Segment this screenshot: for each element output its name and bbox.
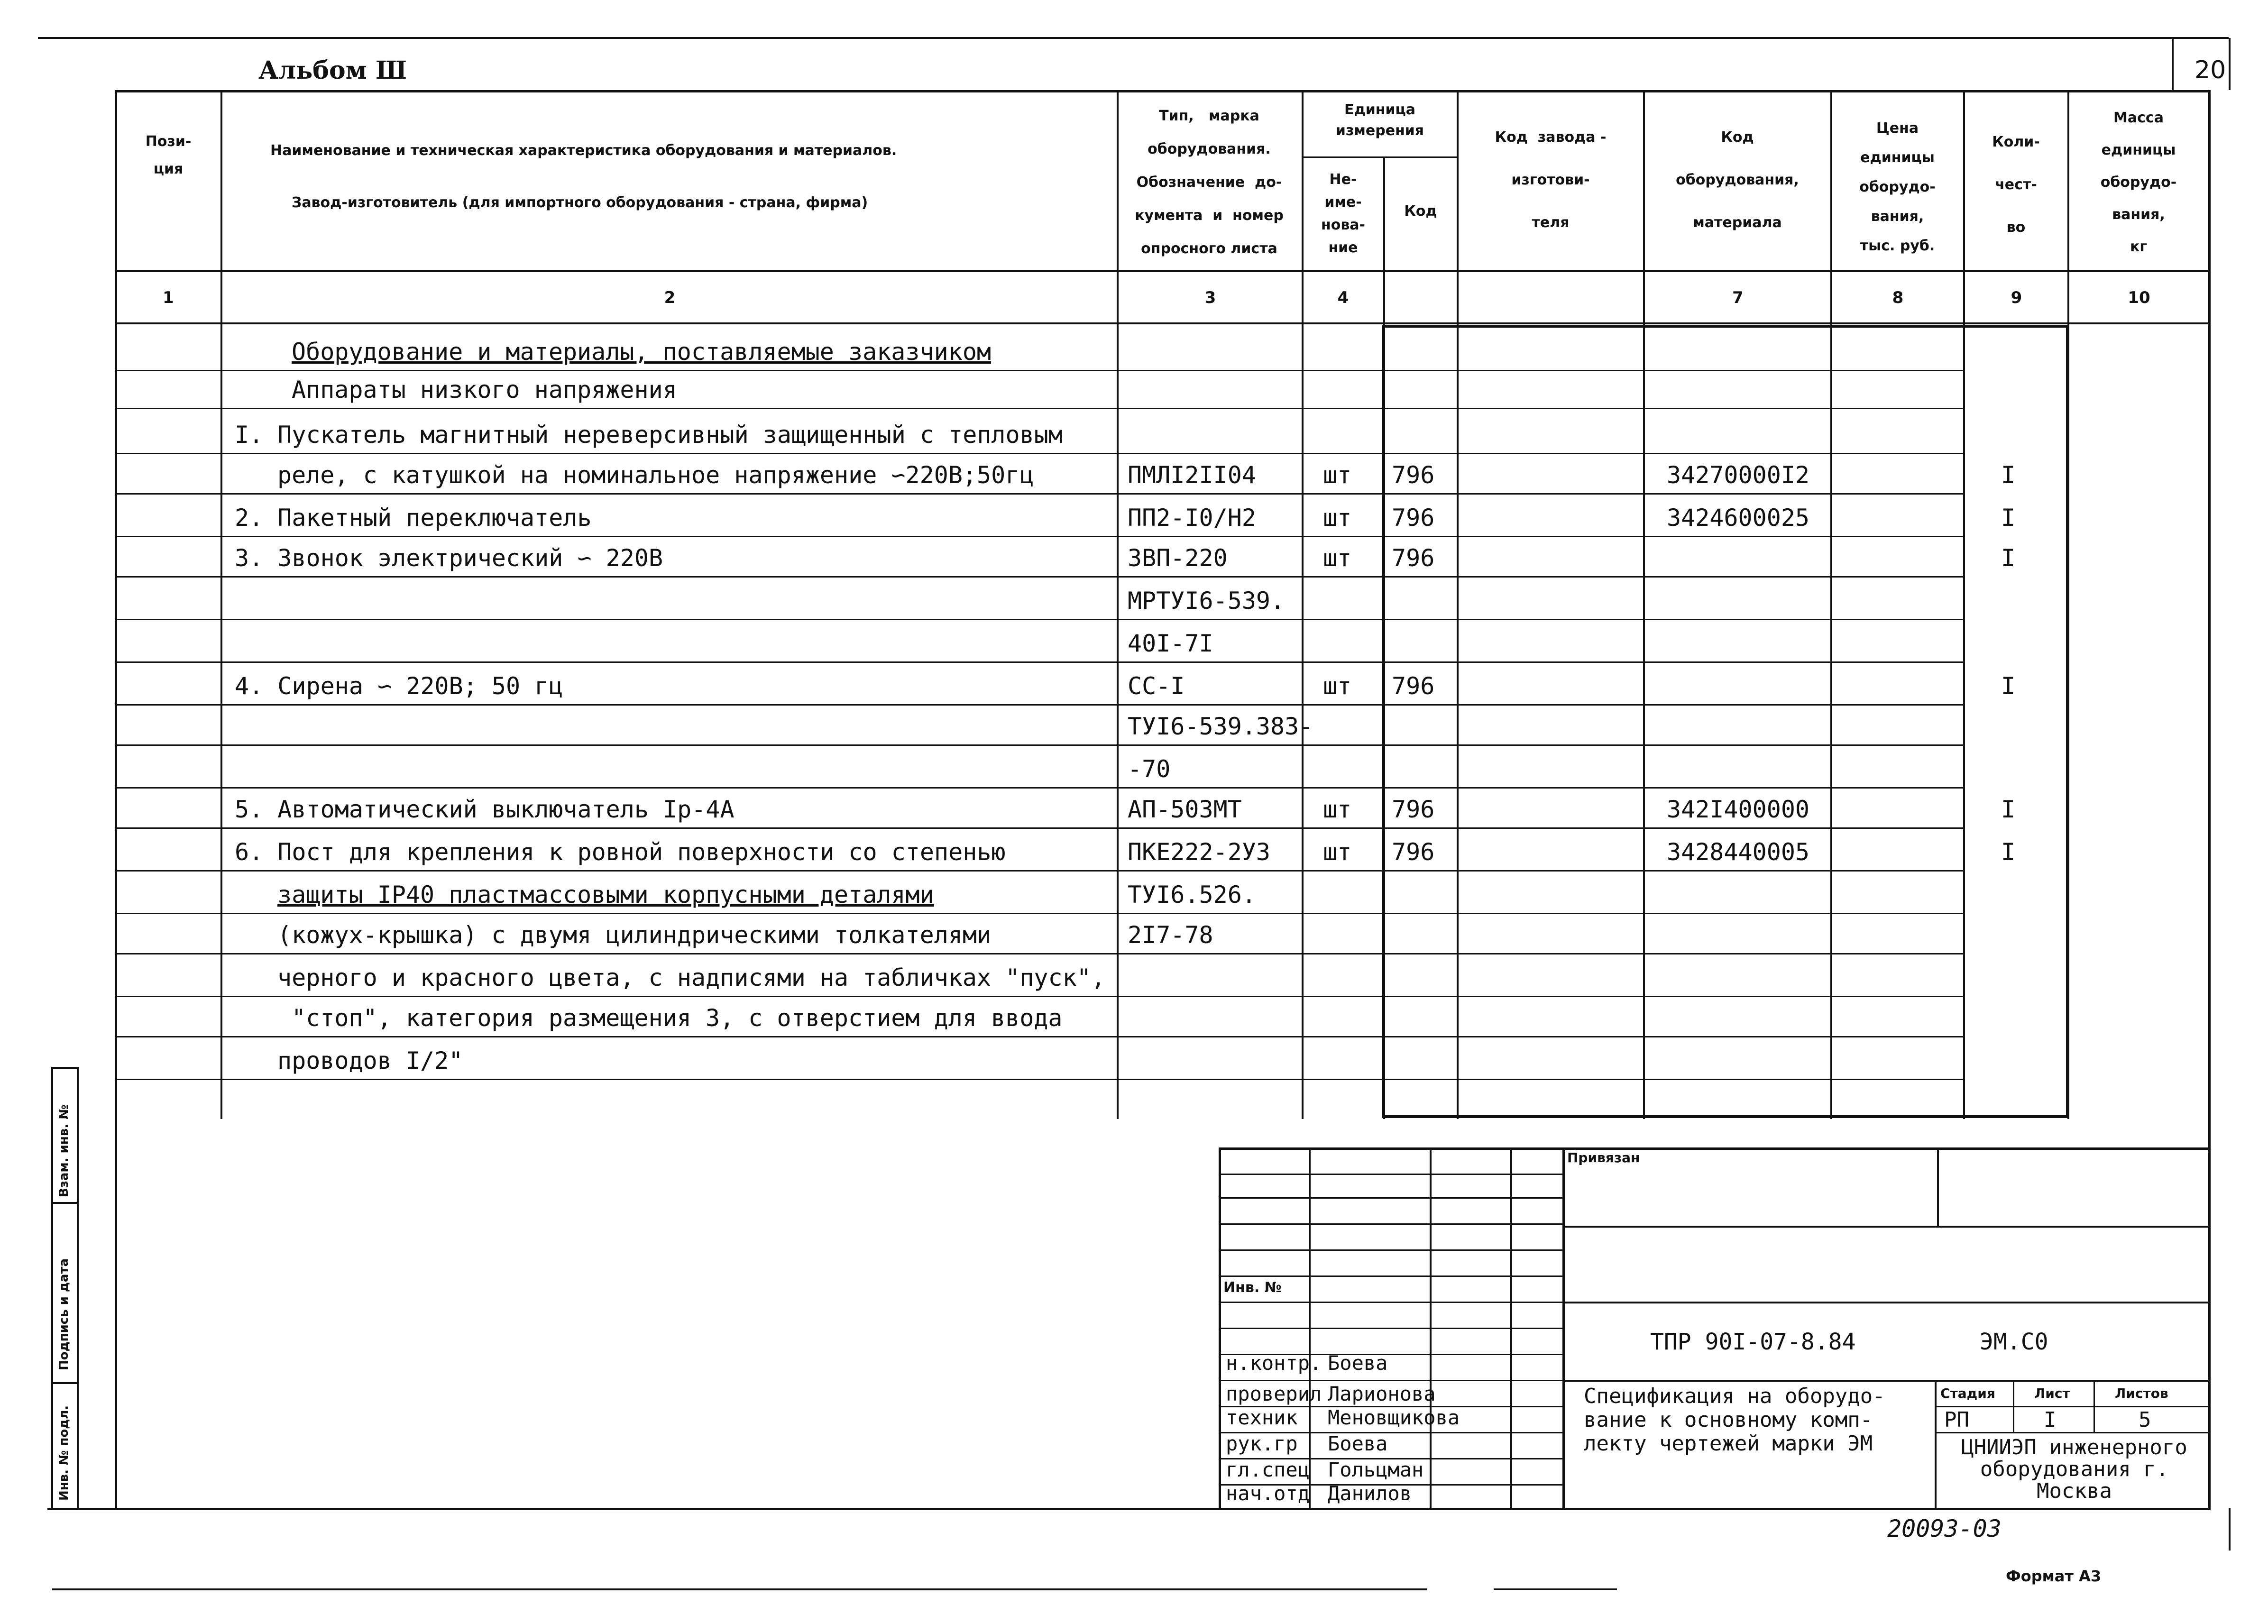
sheets-value: 5 [2139, 1408, 2151, 1432]
row-name: 4. Сирена ∽ 220В; 50 гц [235, 672, 563, 700]
row-unit-code: 796 [1392, 461, 1435, 489]
header-maker-code: Код завода - изготови- теля [1495, 129, 1607, 231]
staff-role: рук.гр [1226, 1432, 1298, 1455]
row-unit-code: 796 [1392, 544, 1435, 572]
side-label-podpis: Подпись и дата [57, 1258, 71, 1370]
col-number-1: 1 [163, 288, 174, 307]
row-name: Аппараты низкого напряжения [292, 376, 677, 404]
stage-label: Стадия [1940, 1385, 1995, 1401]
staff-name: Боева [1328, 1351, 1388, 1375]
row-type: -70 [1128, 755, 1171, 783]
row-name: (кожух-крышка) с двумя цилиндрическими толкателями [277, 921, 992, 949]
row-type: ПКЕ222-2УЗ [1128, 838, 1271, 866]
privyazan-label: Привязан [1567, 1150, 1640, 1165]
col-number-10: 10 [2128, 288, 2150, 307]
staff-role: гл.спец [1226, 1458, 1310, 1481]
row-type: АП-503МТ [1128, 796, 1242, 823]
row-unit: шт [1323, 838, 1352, 866]
header-unit-name: Не- име- нова- ние [1321, 171, 1366, 256]
staff-name: Боева [1328, 1432, 1388, 1455]
row-name: защиты IР40 пластмассовыми корпусными деталями [277, 881, 934, 908]
staff-role: нач.отд [1226, 1482, 1310, 1505]
row-name: реле, с катушкой на номинальное напряжение ∽220В;50гц [277, 461, 1034, 489]
row-quantity: I [2001, 504, 2016, 532]
row-name: I. Пускатель магнитный нереверсивный защищенный с тепловым [235, 421, 1063, 449]
bottom-number: 20093-03 [1887, 1515, 2002, 1542]
top-rule [38, 37, 2229, 39]
row-unit-code: 796 [1392, 796, 1435, 823]
row-quantity: I [2001, 461, 2016, 489]
staff-name: Ларионова [1328, 1382, 1436, 1405]
side-label-vzam: Взам. инв. № [57, 1104, 71, 1197]
header-name: Наименование и техническая характеристика оборудования и материалов. [270, 142, 897, 159]
stage-value: РП [1944, 1408, 1969, 1432]
row-type: ЗВП-220 [1128, 544, 1228, 572]
header-type: Тип, марка оборудования. Обозначение до- кумента и номер опросного листа [1135, 108, 1284, 257]
document-code: ТПР 90I-07-8.84 [1650, 1329, 1856, 1355]
row-name: проводов I/2" [277, 1047, 463, 1074]
inv-no-label: Инв. № [1223, 1279, 1282, 1296]
row-type: ТУI6-539.383- [1128, 713, 1313, 740]
row-quantity: I [2001, 672, 2016, 700]
staff-name: Данилов [1328, 1482, 1412, 1505]
row-unit-code: 796 [1392, 672, 1435, 700]
row-type: 2I7-78 [1128, 921, 1213, 949]
row-type: ПП2-I0/Н2 [1128, 504, 1256, 532]
row-type: ПМЛI2II04 [1128, 461, 1256, 489]
row-quantity: I [2001, 544, 2016, 572]
row-name: "стоп", категория размещения З, с отверстием для ввода [292, 1004, 1063, 1032]
staff-name: Гольцман [1328, 1458, 1424, 1481]
header-equip-code: Код оборудования, материала [1676, 129, 1799, 231]
staff-role: техник [1226, 1406, 1298, 1429]
row-unit: шт [1323, 672, 1352, 700]
document-mark: ЭМ.С0 [1980, 1329, 2048, 1355]
row-name: 5. Автоматический выключатель Iр-4А [235, 796, 735, 823]
col-number-3: 3 [1204, 288, 1216, 307]
row-quantity: I [2001, 796, 2016, 823]
bottom-rule [52, 1588, 1427, 1590]
header-manufacturer: Завод-изготовитель (для импортного оборудования - страна, фирма) [292, 194, 868, 211]
document-title: Спецификация на оборудо- вание к основному комп- лекту чертежей марки ЭМ [1584, 1384, 1885, 1456]
organization: ЦНИИЭП инженерного оборудования г. Москва [1961, 1435, 2187, 1503]
sheets-label: Листов [2115, 1385, 2168, 1401]
row-name: 2. Пакетный переключатель [235, 504, 592, 532]
table-frame-top [115, 90, 2211, 92]
header-unit-group: Единица измерения [1335, 101, 1424, 139]
col-number-9: 9 [2011, 288, 2022, 307]
row-unit-code: 796 [1392, 838, 1435, 866]
row-type: МРТУI6-539. [1128, 587, 1285, 615]
row-unit: шт [1323, 461, 1352, 489]
row-equipment-code: 3428440005 [1667, 838, 1810, 866]
sheet-value: I [2044, 1408, 2057, 1432]
header-price: Цена единицы оборудо- вания, тыс. руб. [1859, 120, 1936, 254]
side-label-inv: Инв. № подл. [57, 1405, 71, 1501]
staff-role: н.контр. [1226, 1351, 1322, 1375]
header-mass: Масса единицы оборудо- вания, кг [2100, 110, 2177, 255]
sheet-number: 20 [2195, 56, 2226, 84]
col-number-7: 7 [1732, 288, 1744, 307]
row-type: 40I-7I [1128, 630, 1213, 657]
album-label: Альбом Ш [258, 56, 407, 85]
header-position: Пози- ция [145, 133, 192, 177]
row-name: черного и красного цвета, с надписями на табличках "пуск", [277, 964, 1105, 991]
col-number-2: 2 [664, 288, 676, 307]
row-unit-code: 796 [1392, 504, 1435, 532]
row-equipment-code: 34270000I2 [1667, 461, 1810, 489]
col-number-4: 4 [1337, 288, 1349, 307]
row-type: ТУI6.526. [1128, 881, 1256, 908]
row-unit: шт [1323, 796, 1352, 823]
row-name: 3. Звонок электрический ∽ 220В [235, 544, 663, 572]
row-quantity: I [2001, 838, 2016, 866]
row-type: СС-I [1128, 672, 1185, 700]
staff-role: проверил [1226, 1382, 1322, 1405]
row-name: Оборудование и материалы, поставляемые заказчиком [292, 338, 992, 366]
header-unit-code: Код [1404, 203, 1437, 220]
row-equipment-code: 3424600025 [1667, 504, 1810, 532]
staff-name: Меновщикова [1328, 1406, 1460, 1429]
row-equipment-code: 342I400000 [1667, 796, 1810, 823]
row-name: 6. Пост для крепления к ровной поверхности со степенью [235, 838, 1006, 866]
header-quantity: Коли- чест- во [1992, 134, 2040, 236]
row-unit: шт [1323, 504, 1352, 532]
row-unit: шт [1323, 544, 1352, 572]
sheet-label: Лист [2034, 1385, 2070, 1401]
format-label: Формат А3 [2006, 1567, 2102, 1585]
col-number-8: 8 [1892, 288, 1904, 307]
